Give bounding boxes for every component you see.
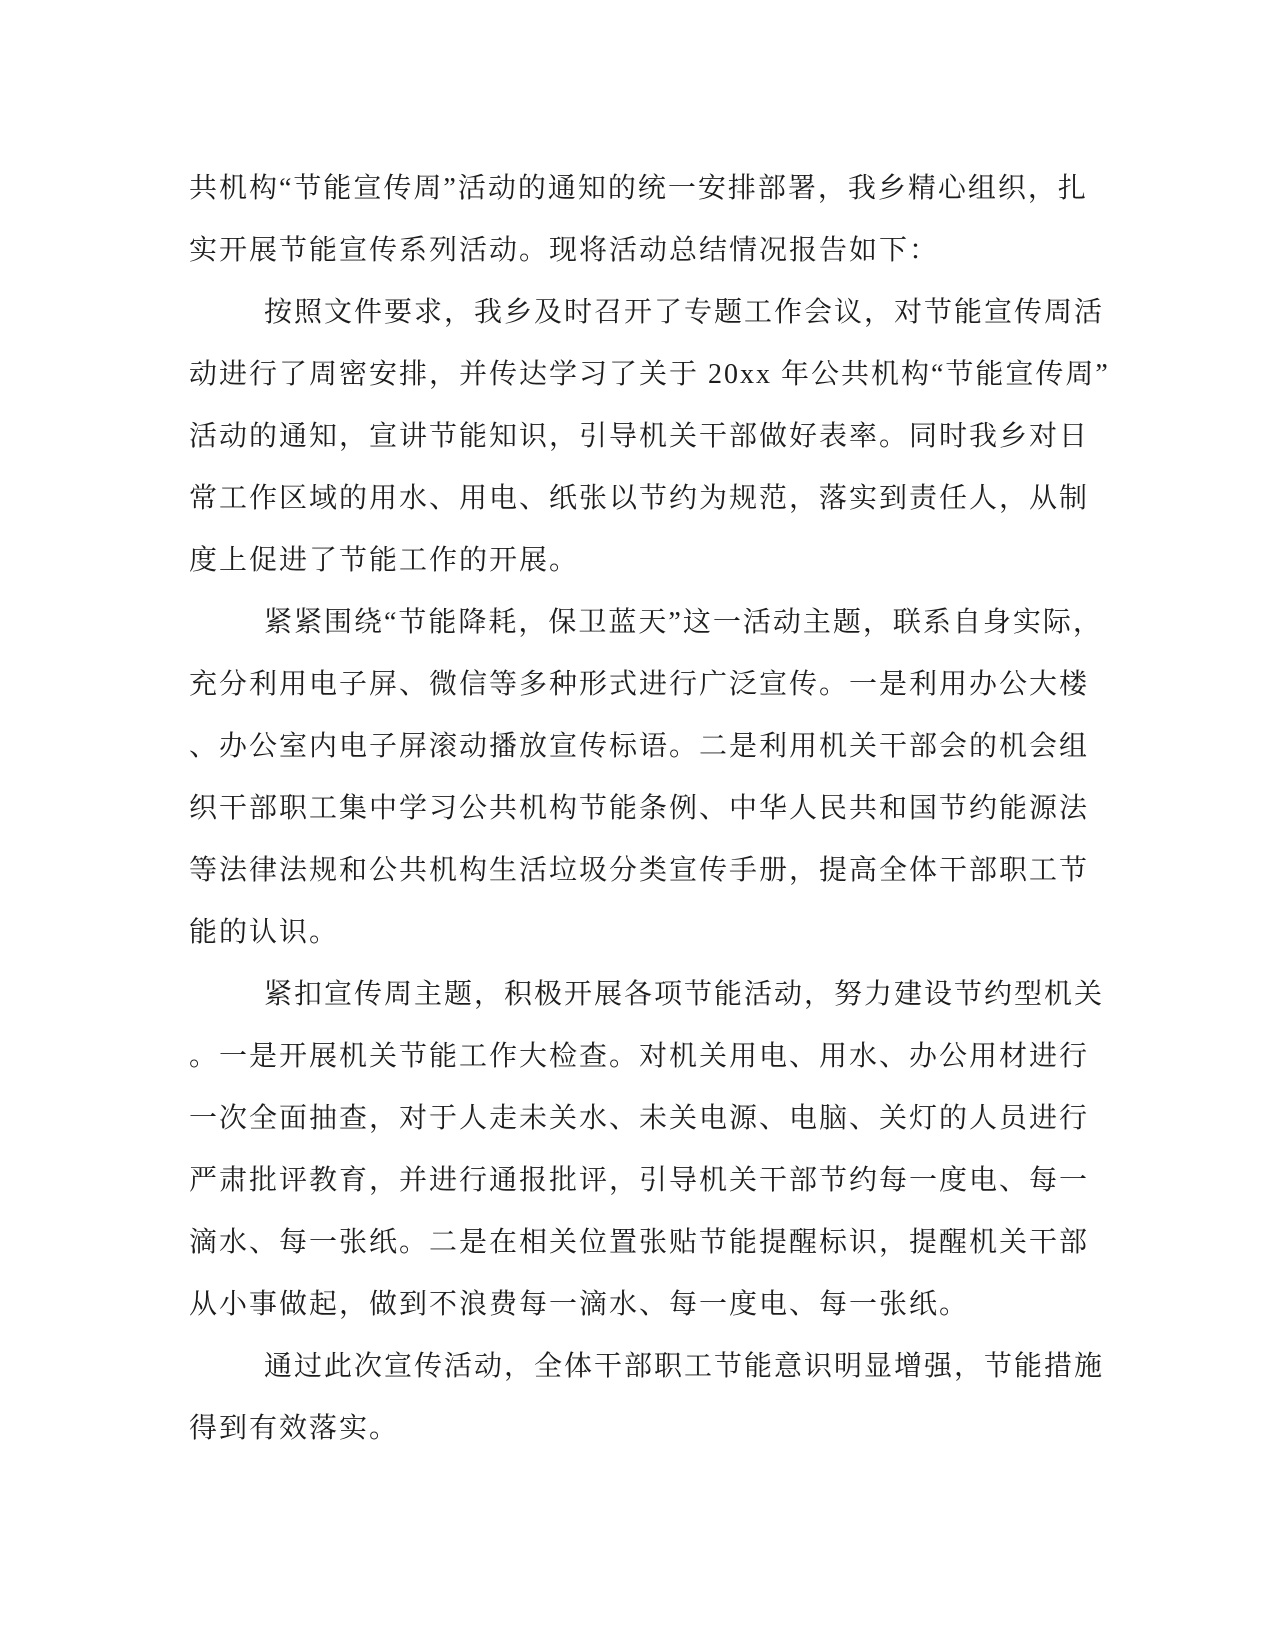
text-line: 紧紧围绕“节能降耗，保卫蓝天”这一活动主题，联系自身实际，	[264, 607, 1103, 638]
text-line: 按照文件要求，我乡及时召开了专题工作会议，对节能宣传周活	[264, 297, 1105, 328]
text-line: 能的认识。	[189, 917, 340, 948]
text-line: 实开展节能宣传系列活动。现将活动总结情况报告如下：	[189, 235, 940, 266]
text-line: 动进行了周密安排，并传达学习了关于 20xx 年公共机构“节能宣传周”	[189, 359, 1110, 390]
text-line: 一次全面抽查，对于人走未关水、未关电源、电脑、关灯的人员进行	[189, 1103, 1090, 1134]
text-line: 。一是开展机关节能工作大检查。对机关用电、用水、办公用材进行	[189, 1041, 1090, 1072]
paragraph	[189, 964, 1105, 1336]
text-line: 织干部职工集中学习公共机构节能条例、中华人民共和国节约能源法	[189, 793, 1090, 824]
text-line: 常工作区域的用水、用电、纸张以节约为规范，落实到责任人，从制	[189, 483, 1090, 514]
text-line: 得到有效落实。	[189, 1413, 400, 1444]
text-line: 度上促进了节能工作的开展。	[189, 545, 580, 576]
text-line: 严肃批评教育，并进行通报批评，引导机关干部节约每一度电、每一	[189, 1165, 1090, 1196]
text-line: 充分利用电子屏、微信等多种形式进行广泛宣传。一是利用办公大楼	[189, 669, 1090, 700]
text-line: 滴水、每一张纸。二是在相关位置张贴节能提醒标识，提醒机关干部	[189, 1227, 1090, 1258]
text-line: 通过此次宣传活动，全体干部职工节能意识明显增强，节能措施	[264, 1351, 1105, 1382]
paragraph	[189, 158, 1089, 282]
document-body	[189, 158, 1110, 1460]
text-line: 共机构“节能宣传周”活动的通知的统一安排部署，我乡精心组织，扎	[189, 173, 1088, 204]
text-line: 从小事做起，做到不浪费每一滴水、每一度电、每一张纸。	[189, 1289, 970, 1320]
text-line: 活动的通知，宣讲节能知识，引导机关干部做好表率。同时我乡对日	[189, 421, 1090, 452]
text-line: 紧扣宣传周主题，积极开展各项节能活动，努力建设节约型机关	[264, 979, 1105, 1010]
text-line: 、办公室内电子屏滚动播放宣传标语。二是利用机关干部会的机会组	[189, 731, 1090, 762]
paragraph	[189, 592, 1103, 964]
paragraph	[189, 282, 1110, 592]
paragraph	[189, 1336, 1105, 1460]
text-line: 等法律法规和公共机构生活垃圾分类宣传手册，提高全体干部职工节	[189, 855, 1090, 886]
